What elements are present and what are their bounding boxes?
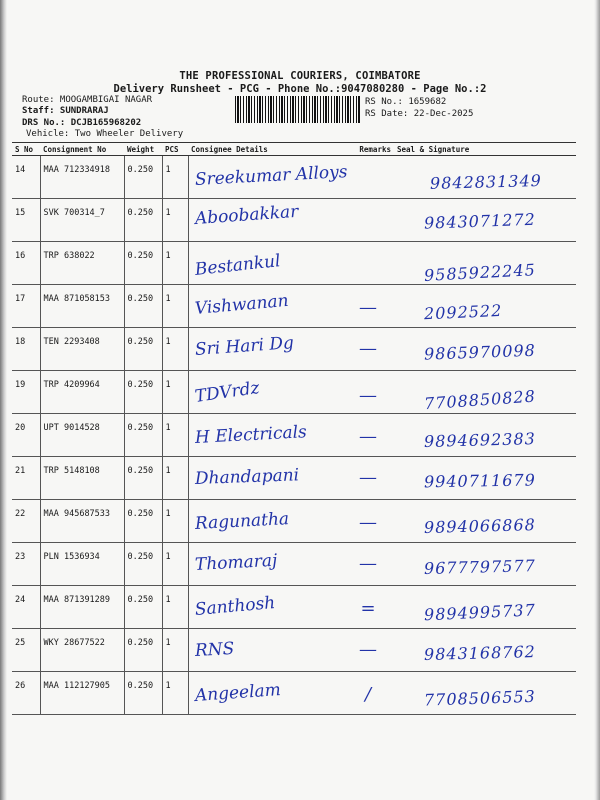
row-remark: — bbox=[359, 385, 377, 406]
row-remark: — bbox=[359, 297, 377, 318]
row-signature-cell bbox=[394, 586, 576, 629]
row-weight: 0.250 bbox=[124, 457, 162, 500]
col-pcs: PCS bbox=[162, 143, 188, 156]
row-consignee-cell bbox=[188, 672, 342, 715]
row-remark: — bbox=[359, 512, 377, 533]
row-consignee-name: Thomaraj bbox=[193, 550, 278, 575]
row-weight: 0.250 bbox=[124, 328, 162, 371]
row-consignment-no: MAA 871391289 bbox=[40, 586, 124, 629]
row-sno: 22 bbox=[12, 500, 40, 543]
row-signature-phone: 9894995737 bbox=[423, 600, 537, 625]
row-signature-phone: 9843071272 bbox=[423, 209, 537, 233]
row-consignee-cell bbox=[188, 586, 342, 629]
row-remarks-cell bbox=[342, 543, 394, 586]
row-consignee-name: TDVrdz bbox=[193, 378, 261, 407]
row-consignee-name: Angeelam bbox=[193, 680, 281, 706]
table-row bbox=[12, 199, 576, 242]
row-consignee-cell bbox=[188, 629, 342, 672]
row-consignee-name: Bestankul bbox=[193, 251, 281, 280]
row-consignment-no: MAA 712334918 bbox=[40, 156, 124, 199]
row-consignee-cell bbox=[188, 414, 342, 457]
row-consignee-name: Ragunatha bbox=[193, 509, 290, 534]
row-signature-cell bbox=[394, 199, 576, 242]
row-consignment-no: TRP 4209964 bbox=[40, 371, 124, 414]
row-signature-cell bbox=[394, 328, 576, 371]
row-signature-cell bbox=[394, 285, 576, 328]
table-row bbox=[12, 672, 576, 715]
col-consignment: Consignment No bbox=[40, 143, 124, 156]
row-weight: 0.250 bbox=[124, 156, 162, 199]
row-remarks-cell bbox=[342, 457, 394, 500]
row-pcs: 1 bbox=[162, 156, 188, 199]
row-remark: — bbox=[359, 467, 377, 488]
col-consignee: Consignee Details bbox=[188, 143, 342, 156]
row-weight: 0.250 bbox=[124, 586, 162, 629]
row-consignment-no: MAA 871058153 bbox=[40, 285, 124, 328]
row-consignment-no: UPT 9014528 bbox=[40, 414, 124, 457]
row-consignment-no: WKY 28677522 bbox=[40, 629, 124, 672]
row-sno: 18 bbox=[12, 328, 40, 371]
rs-date: RS Date: 22-Dec-2025 bbox=[365, 109, 474, 119]
row-consignee-cell bbox=[188, 285, 342, 328]
row-pcs: 1 bbox=[162, 629, 188, 672]
row-signature-phone: 9585922245 bbox=[423, 260, 537, 285]
col-remarks: Remarks bbox=[342, 143, 394, 156]
row-consignee-cell bbox=[188, 199, 342, 242]
row-consignee-name: Aboobakkar bbox=[193, 201, 299, 229]
row-weight: 0.250 bbox=[124, 414, 162, 457]
row-remarks-cell bbox=[342, 672, 394, 715]
row-remarks-cell bbox=[342, 586, 394, 629]
row-weight: 0.250 bbox=[124, 543, 162, 586]
table-row bbox=[12, 156, 576, 199]
row-remarks-cell bbox=[342, 629, 394, 672]
row-consignee-name: Vishwanan bbox=[193, 290, 289, 319]
row-pcs: 1 bbox=[162, 199, 188, 242]
vehicle-label: Vehicle: Two Wheeler Delivery bbox=[26, 129, 184, 139]
row-consignee-name: RNS bbox=[193, 638, 235, 661]
col-seal: Seal & Signature bbox=[394, 143, 576, 156]
row-remarks-cell bbox=[342, 414, 394, 457]
row-signature-phone: 9843168762 bbox=[423, 642, 537, 664]
row-consignee-name: Dhandapani bbox=[194, 465, 299, 489]
row-sno: 24 bbox=[12, 586, 40, 629]
row-remark: / bbox=[364, 684, 372, 705]
row-remarks-cell bbox=[342, 328, 394, 371]
row-consignee-name: H Electricals bbox=[193, 422, 307, 448]
row-weight: 0.250 bbox=[124, 629, 162, 672]
row-signature-phone: 7708850828 bbox=[423, 386, 537, 414]
row-signature-phone: 9842831349 bbox=[429, 170, 543, 193]
table-row bbox=[12, 371, 576, 414]
row-pcs: 1 bbox=[162, 328, 188, 371]
row-consignee-name: Santhosh bbox=[193, 593, 276, 620]
row-remarks-cell bbox=[342, 199, 394, 242]
row-consignment-no: TRP 638022 bbox=[40, 242, 124, 285]
row-pcs: 1 bbox=[162, 500, 188, 543]
row-sno: 20 bbox=[12, 414, 40, 457]
row-signature-phone: 9677797577 bbox=[423, 556, 537, 578]
row-remarks-cell bbox=[342, 242, 394, 285]
row-remark: — bbox=[359, 338, 377, 359]
row-remarks-cell bbox=[342, 371, 394, 414]
row-consignee-cell bbox=[188, 457, 342, 500]
table-body bbox=[12, 156, 576, 715]
row-consignee-cell bbox=[188, 543, 342, 586]
runsheet-subtitle: Delivery Runsheet - PCG - Phone No.:9047080280 - Page No.:2 bbox=[113, 83, 487, 95]
table-row bbox=[12, 328, 576, 371]
row-consignment-no: MAA 112127905 bbox=[40, 672, 124, 715]
table-row bbox=[12, 543, 576, 586]
row-sno: 14 bbox=[12, 156, 40, 199]
row-signature-cell bbox=[394, 371, 576, 414]
row-weight: 0.250 bbox=[124, 285, 162, 328]
row-pcs: 1 bbox=[162, 543, 188, 586]
row-sno: 25 bbox=[12, 629, 40, 672]
scan-edge-right bbox=[594, 0, 600, 800]
row-consignee-cell bbox=[188, 242, 342, 285]
row-consignee-name: Sri Hari Dg bbox=[193, 333, 295, 360]
row-sno: 19 bbox=[12, 371, 40, 414]
row-signature-cell bbox=[394, 156, 576, 199]
row-remark: — bbox=[359, 426, 377, 447]
row-signature-phone: 2092522 bbox=[423, 300, 503, 324]
row-consignee-cell bbox=[188, 328, 342, 371]
row-remarks-cell bbox=[342, 500, 394, 543]
row-weight: 0.250 bbox=[124, 672, 162, 715]
row-signature-phone: 9894692383 bbox=[423, 429, 537, 451]
row-consignment-no: TRP 5148108 bbox=[40, 457, 124, 500]
row-signature-cell bbox=[394, 242, 576, 285]
row-pcs: 1 bbox=[162, 242, 188, 285]
row-weight: 0.250 bbox=[124, 199, 162, 242]
row-remarks-cell bbox=[342, 285, 394, 328]
row-pcs: 1 bbox=[162, 285, 188, 328]
row-pcs: 1 bbox=[162, 672, 188, 715]
row-pcs: 1 bbox=[162, 457, 188, 500]
table-header-row bbox=[12, 143, 576, 156]
row-sno: 26 bbox=[12, 672, 40, 715]
row-consignee-cell bbox=[188, 500, 342, 543]
row-consignee-cell bbox=[188, 156, 348, 199]
row-signature-cell bbox=[394, 543, 576, 586]
row-consignment-no: SVK 700314_7 bbox=[40, 199, 124, 242]
row-signature-phone: 9865970098 bbox=[423, 340, 537, 364]
row-consignment-no: TEN 2293408 bbox=[40, 328, 124, 371]
row-sno: 21 bbox=[12, 457, 40, 500]
row-remark: = bbox=[360, 598, 376, 619]
drs-number: DRS No.: DCJB165968202 bbox=[22, 118, 142, 128]
row-consignment-no: MAA 945687533 bbox=[40, 500, 124, 543]
company-title: THE PROFESSIONAL COURIERS, COIMBATORE bbox=[179, 70, 421, 82]
rs-number: RS No.: 1659682 bbox=[365, 97, 447, 107]
table-row bbox=[12, 457, 576, 500]
route-label: Route: MOOGAMBIGAI NAGAR bbox=[22, 95, 153, 105]
table-row bbox=[12, 586, 576, 629]
table-row bbox=[12, 629, 576, 672]
row-signature-phone: 7708506553 bbox=[423, 686, 537, 710]
row-signature-phone: 9940711679 bbox=[423, 470, 536, 492]
barcode bbox=[235, 96, 361, 123]
row-signature-cell bbox=[394, 672, 576, 715]
row-signature-cell bbox=[394, 414, 576, 457]
row-consignee-name: Sreekumar Alloys bbox=[193, 162, 348, 190]
col-weight: Weight bbox=[124, 143, 162, 156]
table-row bbox=[12, 414, 576, 457]
scan-edge-left bbox=[0, 0, 7, 800]
row-remark: — bbox=[359, 553, 377, 574]
row-pcs: 1 bbox=[162, 414, 188, 457]
row-consignee-cell bbox=[188, 371, 342, 414]
row-consignment-no: PLN 1536934 bbox=[40, 543, 124, 586]
row-pcs: 1 bbox=[162, 586, 188, 629]
row-sno: 23 bbox=[12, 543, 40, 586]
table-row bbox=[12, 242, 576, 285]
row-remark: — bbox=[359, 639, 377, 660]
row-remarks-cell bbox=[342, 156, 394, 199]
row-weight: 0.250 bbox=[124, 500, 162, 543]
delivery-table bbox=[12, 142, 576, 715]
row-signature-cell bbox=[394, 457, 576, 500]
row-signature-phone: 9894066868 bbox=[423, 515, 537, 537]
row-signature-cell bbox=[394, 500, 576, 543]
row-signature-cell bbox=[394, 629, 576, 672]
row-sno: 16 bbox=[12, 242, 40, 285]
col-sno: S No bbox=[12, 143, 40, 156]
row-pcs: 1 bbox=[162, 371, 188, 414]
row-sno: 15 bbox=[12, 199, 40, 242]
staff-label: Staff: SUNDRARAJ bbox=[22, 106, 109, 116]
row-weight: 0.250 bbox=[124, 371, 162, 414]
table-row bbox=[12, 500, 576, 543]
row-weight: 0.250 bbox=[124, 242, 162, 285]
table-row bbox=[12, 285, 576, 328]
row-sno: 17 bbox=[12, 285, 40, 328]
